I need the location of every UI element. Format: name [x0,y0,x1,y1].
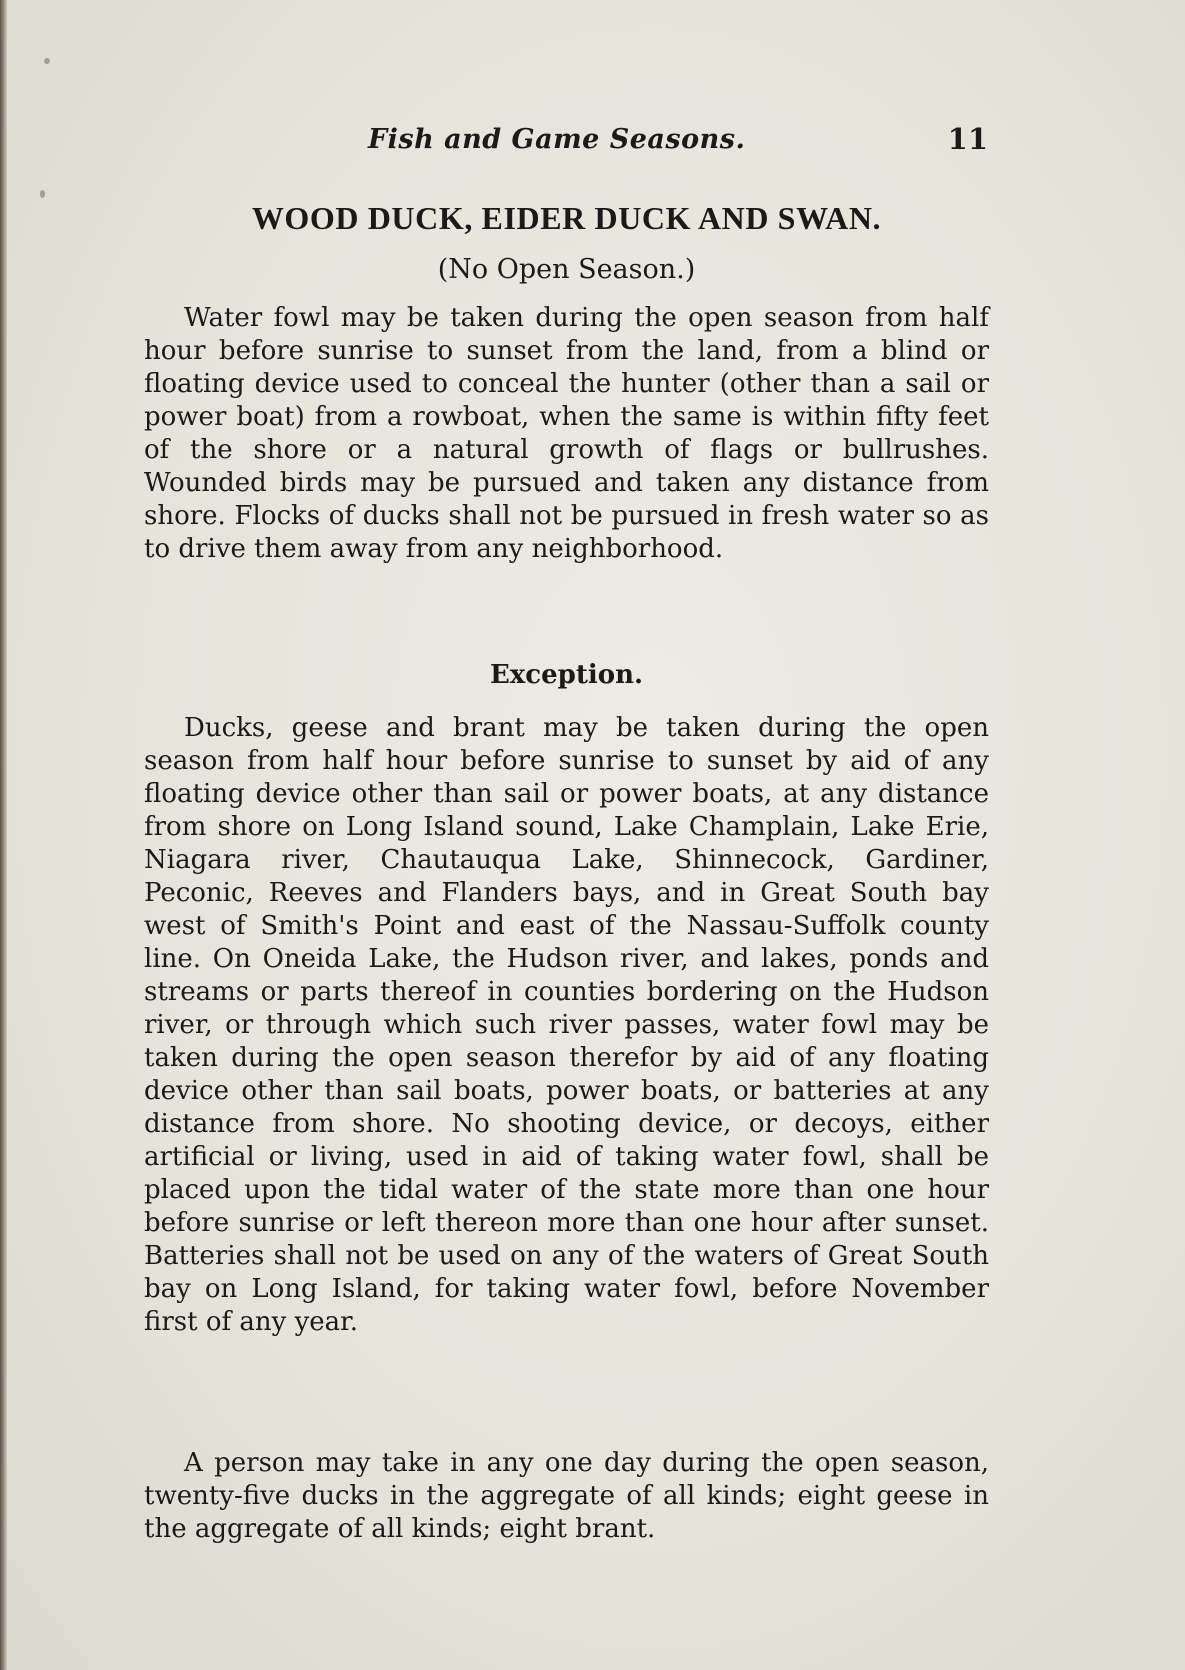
body-paragraph: A person may take in any one day during the open season, twenty-five ducks in the aggregate of all kinds; eight geese in the aggregate of all kinds; eight brant. [144,1448,989,1544]
body-paragraph: Water fowl may be taken during the open season from half hour before sunrise to sunset from the land, from a blind or floating device used to conceal the hunter (other than a sail or power boat) from a rowboat, when the same is within fifty feet of the shore or a natural growth of flags or bullrushes. Wounded birds may be pursued and taken any distance from shore. Flocks of ducks shall not be pursued in fresh water so as to drive them away from any neighborhood. [144,303,989,564]
page-number: 11 [947,122,988,156]
section-subheading: (No Open Season.) [437,254,696,285]
running-title: Fish and Game Seasons. [368,124,746,155]
body-paragraph: Ducks, geese and brant may be taken during the open season from half hour before sunrise to sunset by aid of any floating device other than sail or power boats, at any distance from shore on Long Island sound, Lake Champlain, Lake Erie, Niagara river, Chautauqua Lake, Shinnecock, Gardiner, Peconic, Reeves and Flanders bays, and in Great South bay west of Smith's Point and east of the Nassau-Suffolk county line. On Oneida Lake, the Hudson river, and lakes, ponds and streams or parts thereof in counties bordering on the Hudson river, or through which such river passes, water fowl may be taken during the open season therefor by aid of any floating device other than sail boats, power boats, or batteries at any distance from shore. No shooting device, or decoys, either artificial or living, used in aid of taking water fowl, shall be placed upon the tidal water of the state more than one hour before sunrise or left thereon more than one hour after sunset. Batteries shall not be used on any of the waters of Great South bay on Long Island, for taking water fowl, before November first of any year. [144,713,989,1337]
running-head [368,124,988,164]
paper-speck [44,58,50,64]
paper-speck [40,190,45,198]
section-heading: WOOD DUCK, EIDER DUCK AND SWAN. [251,200,882,236]
exception-heading: Exception. [489,660,644,690]
page-edge-shadow [0,0,7,1670]
